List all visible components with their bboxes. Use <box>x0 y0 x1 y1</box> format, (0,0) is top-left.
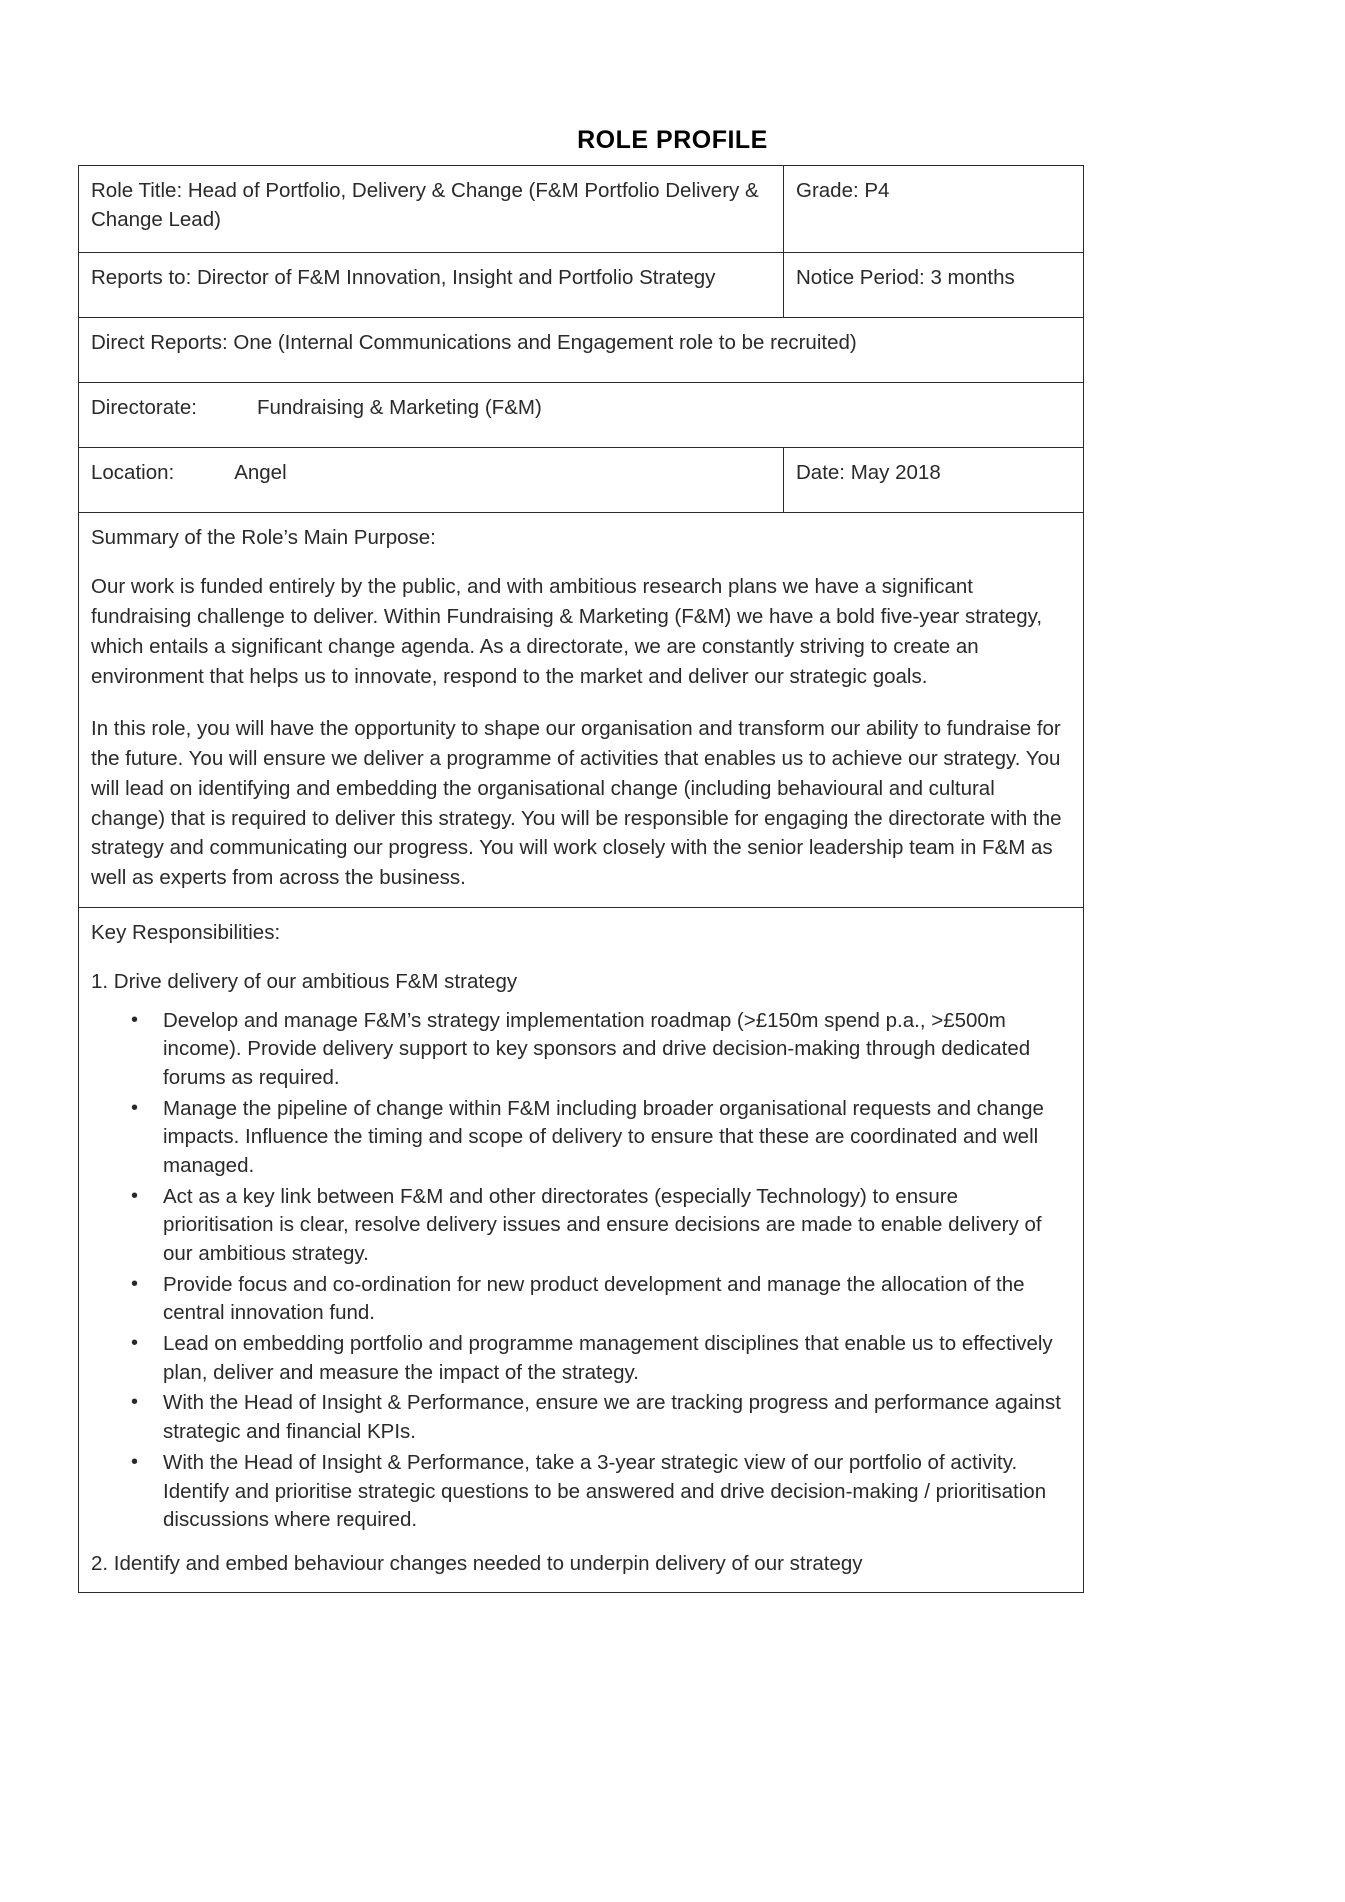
table-row-location <box>79 448 1084 513</box>
directorate-label: Directorate: <box>91 396 197 419</box>
directorate-cell <box>79 383 1084 448</box>
responsibility-section-2-title: 2. Identify and embed behaviour changes needed to underpin delivery of our strategy <box>91 1551 863 1575</box>
table-row-responsibilities <box>79 908 1084 1593</box>
summary-heading: Summary of the Role’s Main Purpose: <box>91 526 436 549</box>
list-item: • Develop and manage F&M’s strategy implementation roadmap (>£150m spend p.a., >£500m income). Provide delivery support to key sponsors and drive decision-making through dedicated forums as required. <box>163 1007 1071 1093</box>
list-item: • With the Head of Insight & Performance, ensure we are tracking progress and performance against strategic and financial KPIs. <box>163 1389 1071 1446</box>
responsibility-bullet-list <box>91 1007 1071 1535</box>
table-row-role-title <box>79 166 1084 253</box>
table-row-summary <box>79 513 1084 908</box>
responsibilities-cell <box>79 908 1084 1593</box>
direct-reports-cell: Direct Reports: One (Internal Communications and Engagement role to be recruited) <box>79 318 1084 383</box>
summary-paragraph-1: Our work is funded entirely by the public, and with ambitious research plans we have a significant fundraising challenge to deliver. Within Fundraising & Marketing (F&M) we have a bold five-year strategy, which entails a significant change agenda. As a directorate, we are constantly striving to create an environment that helps us to innovate, respond to the market and deliver our strategic goals. <box>91 575 1043 688</box>
notice-period-cell: Notice Period: 3 months <box>784 253 1084 318</box>
list-item: • Provide focus and co-ordination for new product development and manage the allocation of the central innovation fund. <box>163 1271 1071 1328</box>
responsibilities-heading: Key Responsibilities: <box>91 921 281 945</box>
page-title: ROLE PROFILE <box>577 126 768 154</box>
responsibility-section-1-title: 1. Drive delivery of our ambitious F&M strategy <box>91 970 518 994</box>
table-row-reports-to <box>79 253 1084 318</box>
role-profile-table <box>78 165 1084 1593</box>
list-item: • With the Head of Insight & Performance, take a 3-year strategic view of our portfolio of activity. Identify and prioritise strategic questions to be answered and drive decision-making / prioritisation discussions where required. <box>163 1449 1071 1535</box>
reports-to-cell: Reports to: Director of F&M Innovation, Insight and Portfolio Strategy <box>79 253 784 318</box>
summary-cell <box>79 513 1084 908</box>
table-row-direct-reports <box>79 318 1084 383</box>
location-label: Location: <box>91 461 175 484</box>
list-item: • Manage the pipeline of change within F&M including broader organisational requests and change impacts. Influence the timing and scope of delivery to ensure that these are coordinated and well managed. <box>163 1095 1071 1181</box>
summary-paragraph-2: In this role, you will have the opportunity to shape our organisation and transform our ability to fundraise for the future. You will ensure we deliver a programme of activities that enables us to achieve our strategy. You will lead on identifying and embedding the organisational change (including behavioural and cultural change) that is required to deliver this strategy. You will be responsible for engaging the directorate with the strategy and communicating our progress. You will work closely with the senior leadership team in F&M as well as experts from across the business. <box>91 716 1062 890</box>
directorate-value: Fundraising & Marketing (F&M) <box>256 396 542 419</box>
location-cell <box>79 448 784 513</box>
table-row-directorate <box>79 383 1084 448</box>
location-value: Angel <box>234 461 287 484</box>
grade-cell: Grade: P4 <box>784 166 1084 253</box>
date-cell: Date: May 2018 <box>784 448 1084 513</box>
list-item: • Act as a key link between F&M and other directorates (especially Technology) to ensure prioritisation is clear, resolve delivery issues and ensure decisions are made to enable delivery of our ambitious strategy. <box>163 1183 1071 1269</box>
list-item: • Lead on embedding portfolio and programme management disciplines that enable us to effectively plan, deliver and measure the impact of the strategy. <box>163 1330 1071 1387</box>
role-title-cell: Role Title: Head of Portfolio, Delivery & Change (F&M Portfolio Delivery & Change Lead) <box>79 166 784 253</box>
